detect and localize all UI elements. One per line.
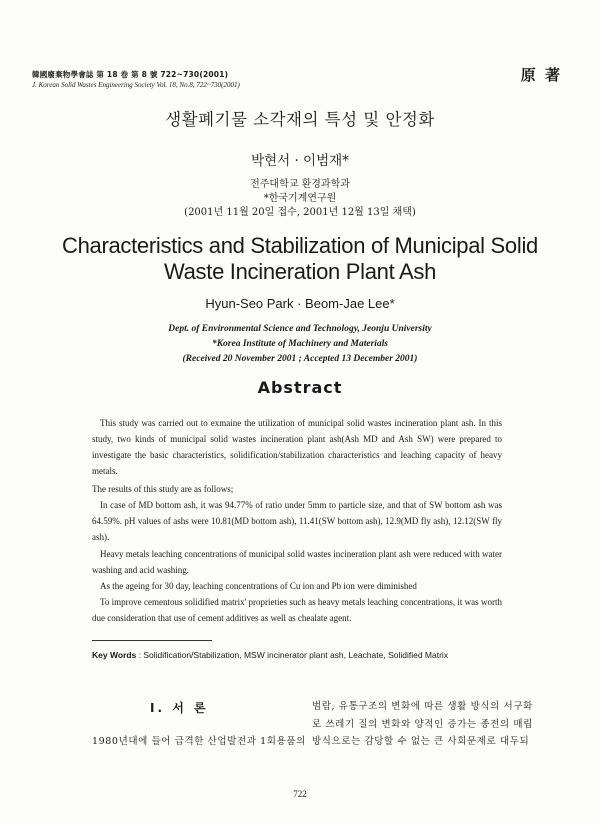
keywords-label: Key Words xyxy=(92,650,137,660)
page-number: 722 xyxy=(293,789,307,799)
abstract-paragraph-5: As the ageing for 30 day, leaching concentrations of Cu ion and Pb ion were diminished xyxy=(100,581,417,591)
abstract-paragraph-6: To improve cementous solidified matrix' proprieties such as heavy metals leaching concentrations, it was worth due consideration that use of cement additives as well as chealate agent. xyxy=(92,597,502,623)
body-left-line-1: 1980년대에 들어 급격한 산업발전과 1회용품의 xyxy=(92,736,306,747)
journal-citation-korean: 韓國廢棄物學會誌 第 18 卷 第 8 號 722~730(2001) xyxy=(32,70,229,79)
abstract-heading: Abstract xyxy=(257,378,343,397)
journal-citation-english: J. Korean Solid Wastes Engineering Society Vol. 18, No.8, 722~730(2001) xyxy=(32,81,240,89)
body-right-line-3: 방식으로는 감당할 수 없는 큰 사회문제로 대두되 xyxy=(312,736,530,747)
affiliation-english-2: *Korea Institute of Machinery and Materials xyxy=(211,339,389,349)
keywords-divider xyxy=(92,640,212,641)
received-dates-english: (Received 20 November 2001 ; Accepted 13 December 2001) xyxy=(182,354,418,364)
abstract-paragraph-3: In case of MD bottom ash, it was 94.77% of ratio under 5mm to particle size, and that of SW bottom ash was 64.59%. pH values of ashs were 10.81(MD bottom ash), 11.41(SW bottom ash), 12.9(MD fly ash), 12.12(SW fly ash). xyxy=(92,500,502,542)
title-korean: 생활폐기물 소각재의 특성 및 안정화 xyxy=(165,110,435,129)
abstract-paragraph-1: This study was carried out to exmaine the utilization of municipal solid wastes incineration plant ash. In this study, two kinds of municipal solid wastes incineration plant ash(Ash MD and Ash SW) were prepared to investigate the basic characteristics, solidification/stabilization characteristics and leaching capacity of heavy metals. xyxy=(92,418,502,476)
affiliation-korean-2: *한국기계연구원 xyxy=(263,193,337,204)
title-english-line-2: Waste Incineration Plant Ash xyxy=(163,259,437,284)
affiliation-korean-1: 전주대학교 환경과학과 xyxy=(250,179,350,190)
affiliation-english-1: Dept. of Environmental Science and Technology, Jeonju University xyxy=(168,324,432,334)
authors-english: Hyun-Seo Park · Beom-Jae Lee* xyxy=(205,296,395,311)
section-heading-introduction: Ⅰ. 서 론 xyxy=(150,701,209,715)
abstract-paragraph-4: Heavy metals leaching concentrations of municipal solid wastes incineration plant ash were reduced with water washing and acid washing. xyxy=(92,549,502,575)
authors-korean: 박현서 · 이범재* xyxy=(251,153,349,169)
body-right-line-2: 로 쓰레기 질의 변화와 양적인 증가는 종전의 매립 xyxy=(312,719,533,730)
keywords-text: : Solidification/Stabilization, MSW incinerator plant ash, Leachate, Solidified Matrix xyxy=(136,650,449,660)
abstract-paragraph-2: The results of this study are as follows; xyxy=(92,484,234,494)
keywords-line xyxy=(92,650,512,660)
received-dates-korean: (2001년 11월 20일 접수, 2001년 12월 13일 채택) xyxy=(184,207,416,218)
title-english-line-1: Characteristics and Stabilization of Municipal Solid xyxy=(62,233,538,258)
body-right-line-1: 범람, 유통구조의 변화에 따른 생활 방식의 서구화 xyxy=(312,701,533,712)
article-type-badge: 原 著 xyxy=(520,66,562,84)
